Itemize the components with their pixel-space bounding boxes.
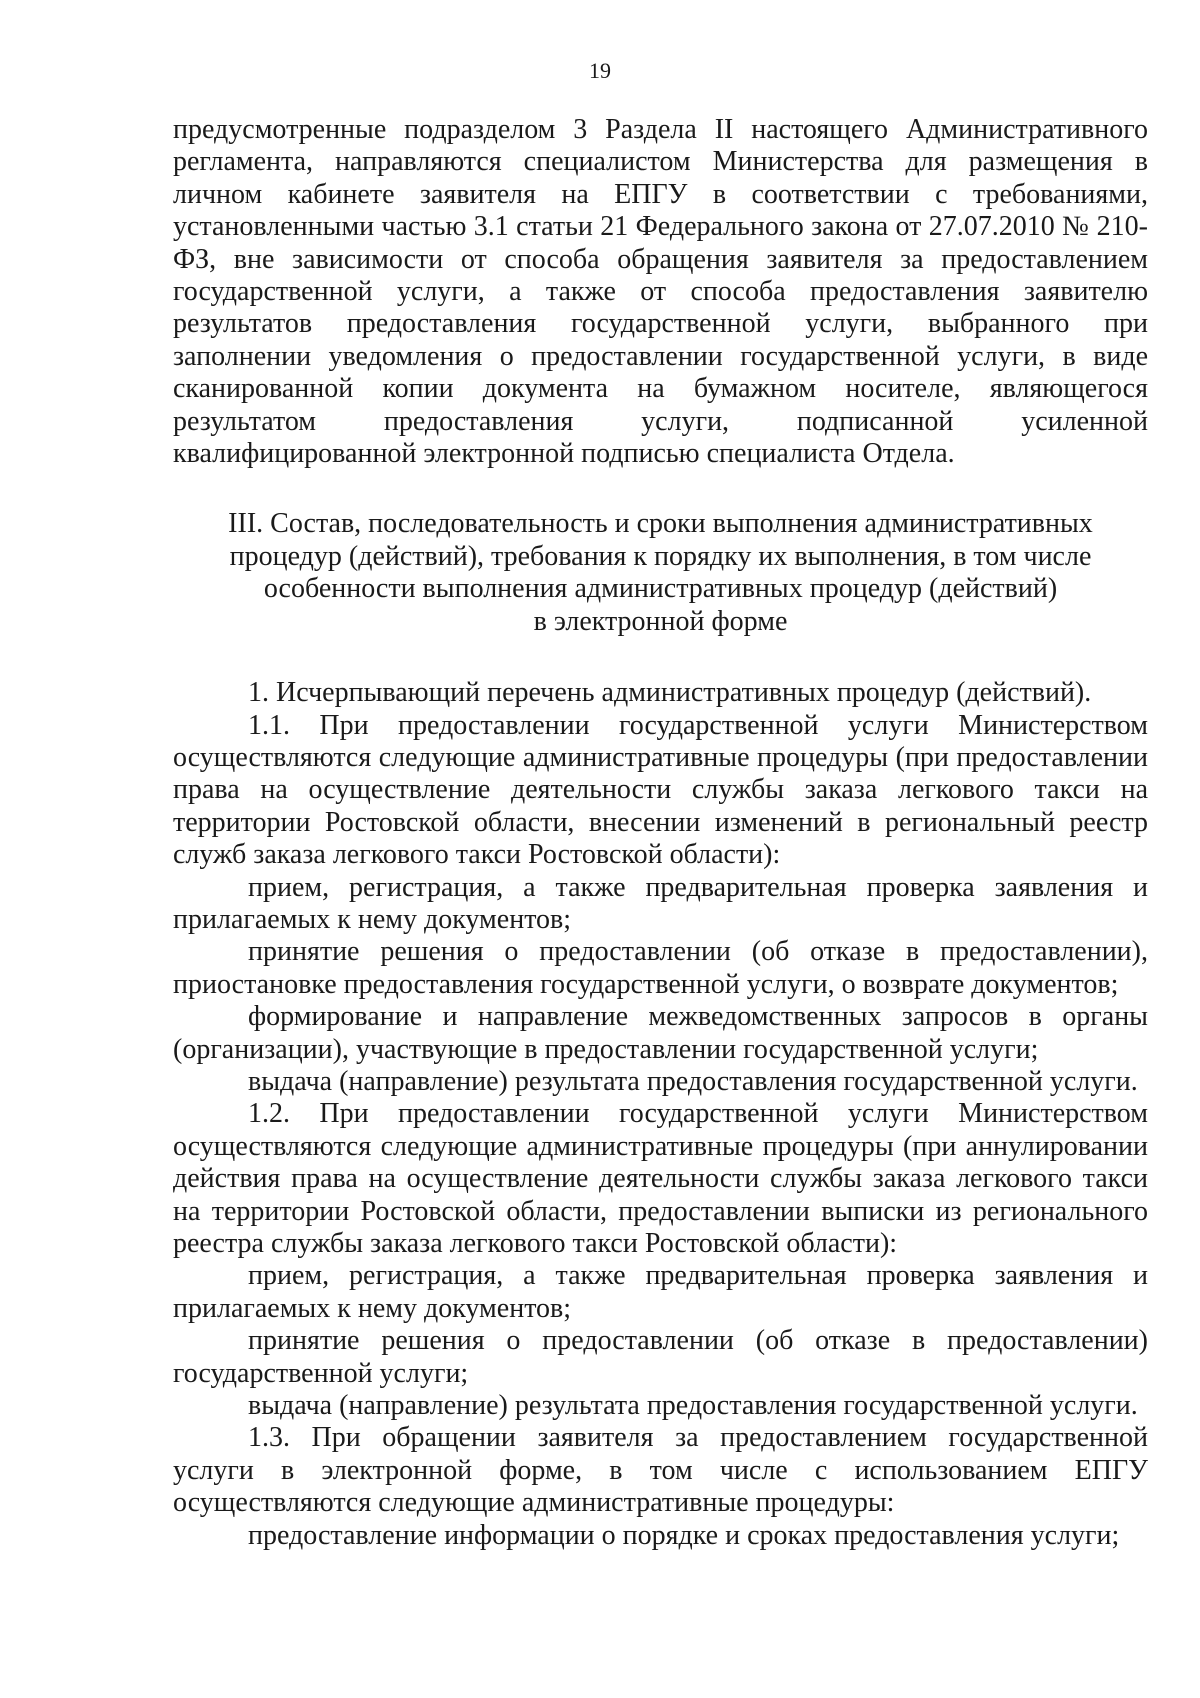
procedure-item: прием, регистрация, а также предварительная проверка заявления и прилагаемых к нему документов; [173, 871, 1148, 935]
procedure-item: выдача (направление) результата предоставления государственной услуги. [248, 1065, 1138, 1097]
section-heading-line: в электронной форме [533, 605, 788, 637]
procedure-item: прием, регистрация, а также предварительная проверка заявления и прилагаемых к нему документов; [173, 1260, 1148, 1324]
procedure-item: формирование и направление межведомственных запросов в органы (организации), участвующие в предоставлении государственной услуги; [173, 1001, 1148, 1065]
document-body [173, 114, 1148, 1552]
section-heading-line: особенности выполнения административных процедур (действий) [263, 573, 1058, 605]
intro-paragraph: предусмотренные подразделом 3 Раздела II настоящего Административного регламента, направляются специалистом Министерства для размещения в личном кабинете заявителя на ЕПГУ в соответствии с требованиями, установленными частью 3.1 статьи 21 Федерального закона от 27.07.2010 № 210-ФЗ, вне зависимости от способа обращения заявителя за предоставлением государственной услуги, а также от способа предоставления заявителю результатов предоставления государственной услуги, выбранного при заполнении уведомления о предоставлении государственной услуги, в виде сканированной копии документа на бумажном носителе, являющегося результатом предоставления услуги, подписанной усиленной квалифицированной электронной подписью специалиста Отдела. [173, 114, 1148, 470]
procedure-item: принятие решения о предоставлении (об отказе в предоставлении), приостановке предоставления государственной услуги, о возврате документов; [173, 936, 1148, 1000]
procedure-item: предоставление информации о порядке и сроках предоставления услуги; [248, 1519, 1120, 1551]
clause-1-1-paragraph: 1.1. При предоставлении государственной услуги Министерством осуществляются следующие административные процедуры (при предоставлении права на осуществление деятельности службы заказа легкового такси на территории Ростовской области, внесении изменений в региональный реестр служб заказа легкового такси Ростовской области): [173, 709, 1148, 871]
page-number: 19 [589, 58, 611, 83]
procedure-item: принятие решения о предоставлении (об отказе в предоставлении) государственной услуги; [173, 1325, 1148, 1389]
section-heading-line: III. Состав, последовательность и сроки выполнения административных [228, 508, 1093, 540]
clause-1-2-paragraph: 1.2. При предоставлении государственной услуги Министерством осуществляются следующие административные процедуры (при аннулировании действия права на осуществление деятельности службы заказа легкового такси на территории Ростовской области, предоставлении выписки из регионального реестра службы заказа легкового такси Ростовской области): [173, 1098, 1148, 1259]
section-heading-line: процедур (действий), требования к порядку их выполнения, в том числе [229, 540, 1092, 572]
procedure-item: выдача (направление) результата предоставления государственной услуги. [248, 1390, 1138, 1422]
section-heading [173, 508, 1148, 638]
clause-1-3-paragraph: 1.3. При обращении заявителя за предоставлением государственной услуги в электронной форме, в том числе с использованием ЕПГУ осуществляются следующие административные процедуры: [173, 1422, 1148, 1519]
list-heading-paragraph: 1. Исчерпывающий перечень административных процедур (действий). [248, 677, 1092, 709]
